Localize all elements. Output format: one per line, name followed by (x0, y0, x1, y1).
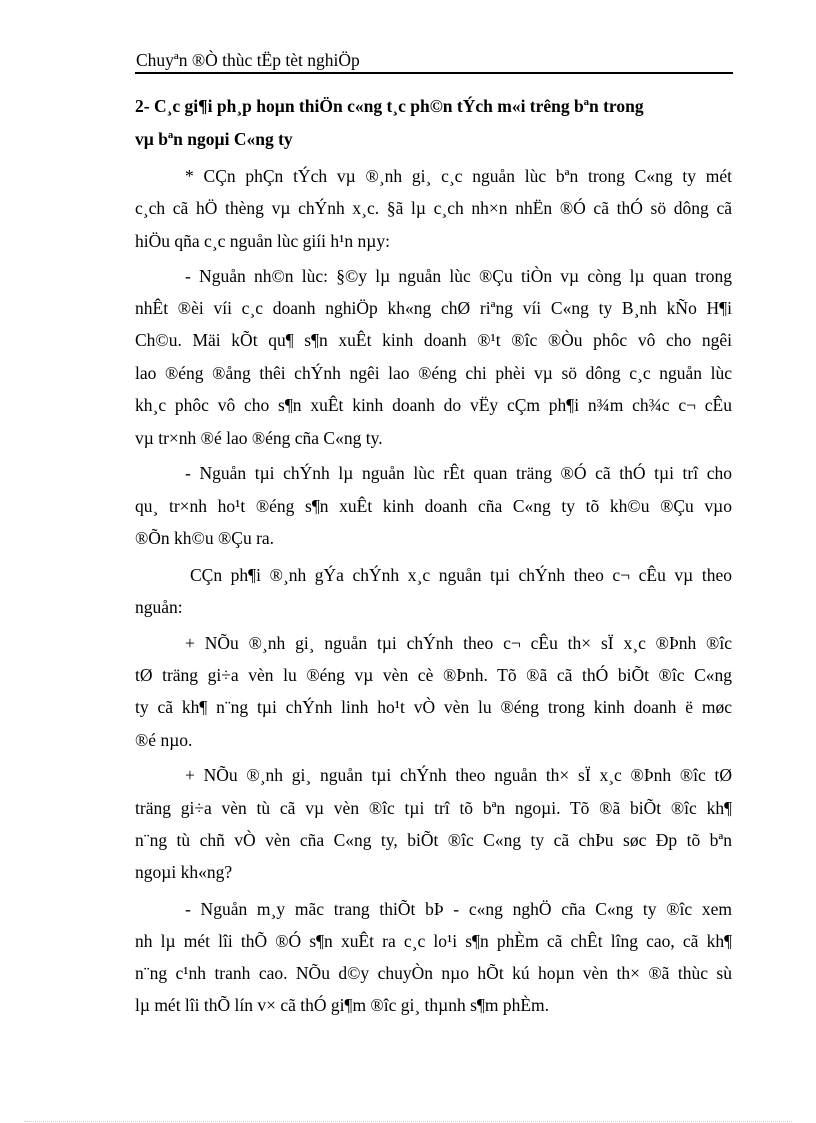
body-line: n¨ng tù chñ vÒ vèn cña C«ng ty, biÕt ®îc C«ng ty cã chÞu søc Ðp tõ bªn (135, 830, 732, 850)
page-bottom-divider (24, 1121, 792, 1122)
section-heading-line-1: 2- C¸c gi¶i ph¸p hoµn thiÖn c«ng t¸c ph©n tÝch m«i trêng bªn trong (135, 96, 644, 116)
body-line: qu¸ tr×nh ho¹t ®éng s¶n xuÊt kinh doanh cña C«ng ty tõ kh©u ®Çu vµo (135, 496, 732, 516)
body-line: kh¸c phôc vô cho s¶n xuÊt kinh doanh do vËy cÇm ph¶i n¾m ch¾c c¬ cÊu (135, 395, 732, 415)
body-line: ngoµi kh«ng? (135, 862, 233, 882)
body-line: träng gi÷a vèn tù cã vµ vèn ®îc tµi trî tõ bªn ngoµi. Tõ ®ã biÕt ®îc kh¶ (135, 798, 732, 818)
body-line: Ch©u. Mäi kÕt qu¶ s¶n xuÊt kinh doanh ®¹t ®îc ®Òu phôc vô cho ngêi (135, 330, 732, 350)
body-line: nguån: (135, 597, 183, 617)
body-line: lµ mét lîi thÕ lín v× cã thÓ gi¶m ®îc gi¸ thµnh s¶m phÈm. (135, 995, 550, 1015)
body-line: - Nguån m¸y mãc trang thiÕt bÞ - c«ng nghÖ cña C«ng ty ®îc xem (185, 899, 732, 919)
body-line: c¸ch cã hÖ thèng vµ chÝnh x¸c. §ã lµ c¸ch nh×n nhËn ®Ó cã thÓ sö dông cã (135, 198, 732, 218)
body-line: nhÊt ®èi víi c¸c doanh nghiÖp kh«ng chØ riªng víi C«ng ty B¸nh kÑo H¶i (135, 298, 732, 318)
body-line: + NÕu ®¸nh gi¸ nguån tµi chÝnh theo nguån th× sÏ x¸c ®Þnh ®îc tØ (185, 765, 732, 785)
body-line: ty cã kh¶ n¨ng tµi chÝnh linh ho¹t vÒ vèn lu ®éng trong kinh doanh ë møc (135, 697, 732, 717)
body-line: hiÖu qña c¸c nguån lùc giíi h¹n nµy: (135, 231, 390, 251)
body-line: * CÇn phÇn tÝch vµ ®¸nh gi¸ c¸c nguån lùc bªn trong C«ng ty mét (185, 166, 732, 186)
body-line: - Nguån tµi chÝnh lµ nguån lùc rÊt quan träng ®Ó cã thÓ tµi trî cho (185, 463, 732, 483)
body-line: vµ tr×nh ®é lao ®éng cña C«ng ty. (135, 428, 383, 448)
body-line: tØ träng gi÷a vèn lu ®éng vµ vèn cè ®Þnh. Tõ ®ã cã thÓ biÕt ®îc C«ng (135, 665, 732, 685)
body-line: - Nguån nh©n lùc: §©y lµ nguån lùc ®Çu tiÒn vµ còng lµ quan trong (185, 266, 732, 286)
section-heading-line-2: vµ bªn ngoµi C«ng ty (135, 129, 293, 149)
page-header (135, 48, 733, 74)
body-line: ®é nµo. (135, 730, 193, 750)
body-line: lao ®éng ®ång thêi chÝnh ngêi lao ®éng chi phèi vµ sö dông c¸c nguån lùc (135, 363, 732, 383)
document-title: Chuyªn ®Ò thùc tËp tèt nghiÖp (136, 50, 360, 70)
body-line: CÇn ph¶i ®¸nh gÝa chÝnh x¸c nguån tµi chÝnh theo c¬ cÊu vµ theo (190, 565, 732, 585)
body-line: nh lµ mét lîi thÕ ®Ó s¶n xuÊt ra c¸c lo¹i s¶n phÈm cã chÊt lîng cao, cã kh¶ (135, 931, 732, 951)
body-line: n¨ng c¹nh tranh cao. NÕu d©y chuyÒn nµo hÕt kú hoµn vèn th× ®ã thùc sù (135, 963, 732, 983)
body-line: ®Õn kh©u ®Çu ra. (135, 528, 275, 548)
body-line: + NÕu ®¸nh gi¸ nguån tµi chÝnh theo c¬ cÊu th× sÏ x¸c ®Þnh ®îc (185, 633, 732, 653)
